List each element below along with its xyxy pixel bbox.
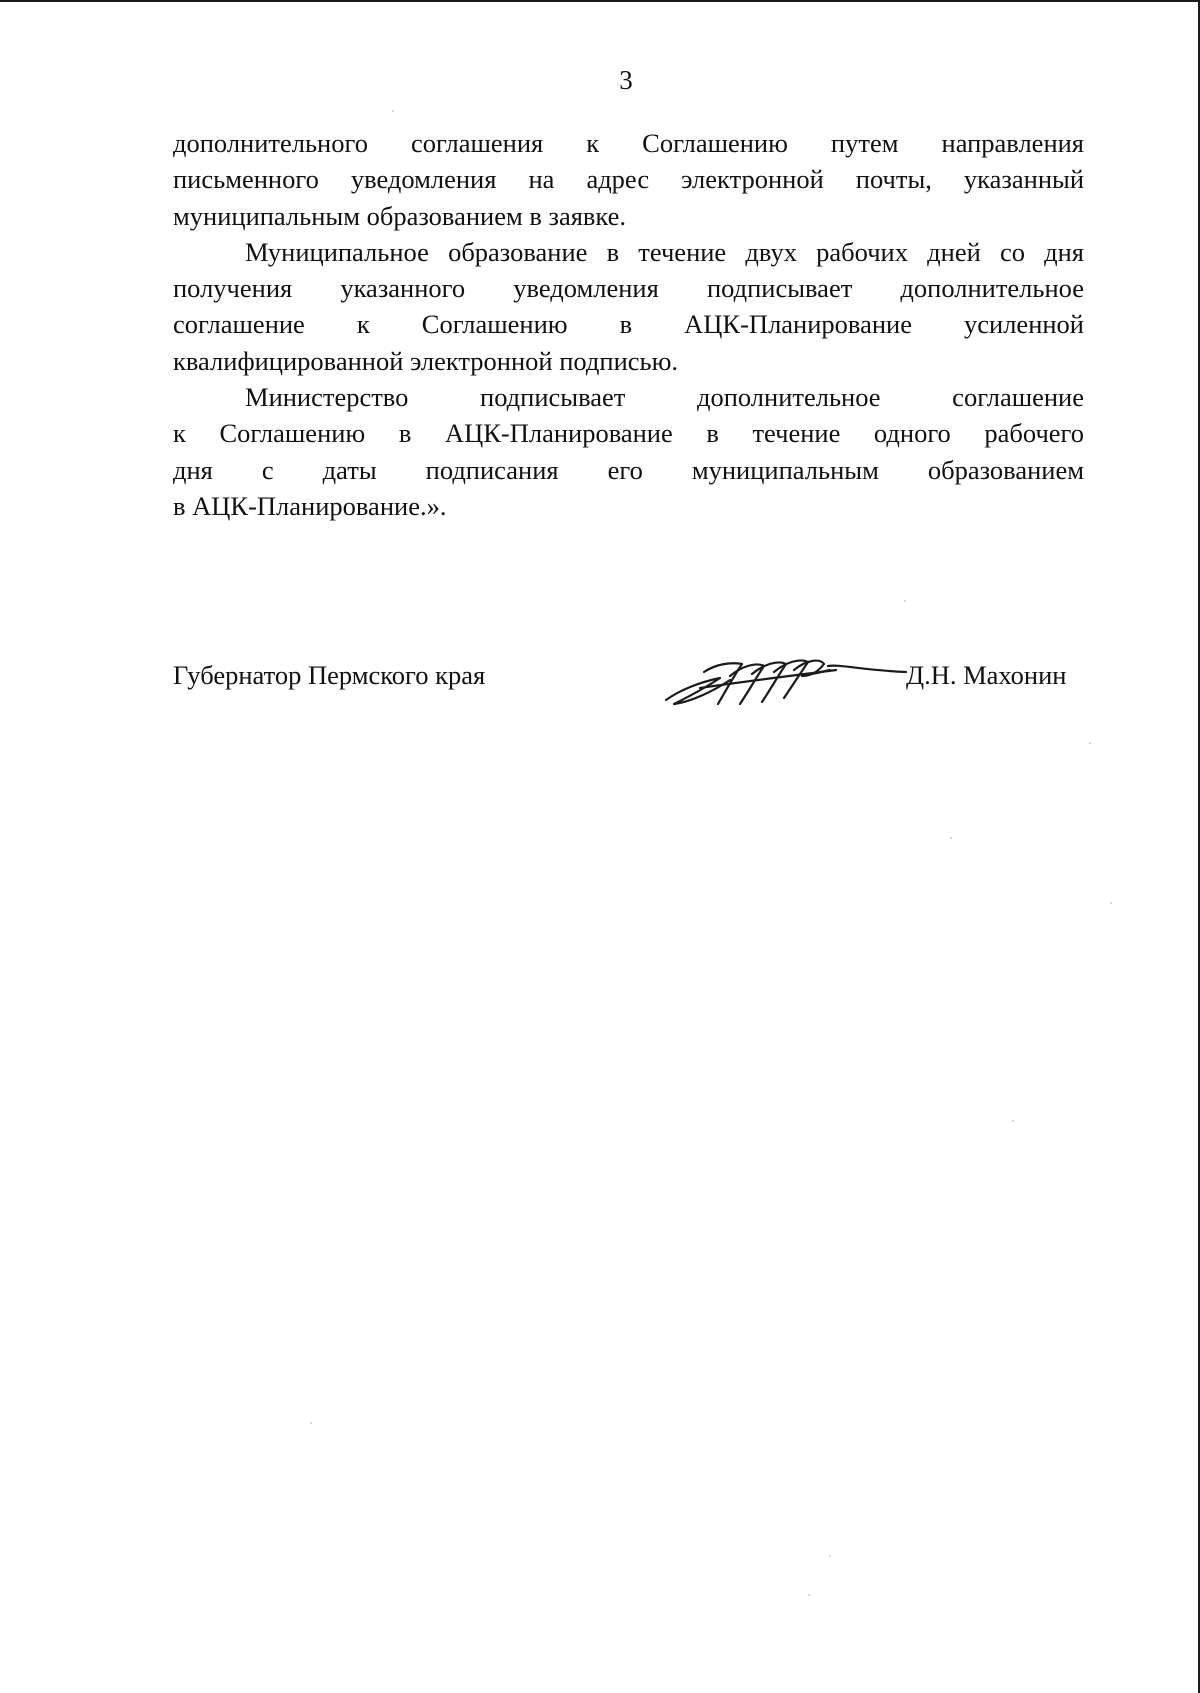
paragraph-3 <box>173 379 1084 524</box>
text-line: муниципальным образованием в заявке. <box>173 200 627 231</box>
scan-speck <box>310 1422 312 1424</box>
text-line: Муниципальное образование в течение двух рабочих дней со дня <box>245 236 1084 267</box>
text-line: Министерство подписывает дополнительное соглашение <box>245 382 1084 413</box>
scan-speck <box>1110 902 1112 904</box>
text-line: к Соглашению в АЦК-Планирование в течение одного рабочего <box>173 418 1084 449</box>
scan-speck <box>1089 742 1091 744</box>
scan-speck <box>808 1594 810 1596</box>
scan-speck <box>950 837 952 839</box>
paragraph-1 <box>173 125 1084 234</box>
text-line: письменного уведомления на адрес электронной почты, указанный <box>173 164 1084 195</box>
scan-speck <box>392 110 394 112</box>
text-line: соглашение к Соглашению в АЦК-Планирование усиленной <box>173 309 1084 340</box>
text-line: дня с даты подписания его муниципальным образованием <box>173 454 1084 485</box>
text-line: получения указанного уведомления подписывает дополнительное <box>173 273 1084 304</box>
signatory-position: Губернатор Пермского края <box>173 660 486 690</box>
scan-speck <box>829 1555 831 1557</box>
text-line: в АЦК-Планирование.». <box>173 490 447 521</box>
text-line: квалифицированной электронной подписью. <box>173 345 679 376</box>
paragraph-2 <box>173 234 1084 379</box>
scan-speck <box>904 600 906 602</box>
handwritten-signature <box>660 642 910 712</box>
scan-speck <box>1012 1120 1014 1122</box>
page-number: 3 <box>619 65 633 95</box>
text-line: дополнительного соглашения к Соглашению путем направления <box>173 128 1084 158</box>
document-body <box>173 125 1084 524</box>
signatory-name: Д.Н. Махонин <box>906 660 1067 690</box>
